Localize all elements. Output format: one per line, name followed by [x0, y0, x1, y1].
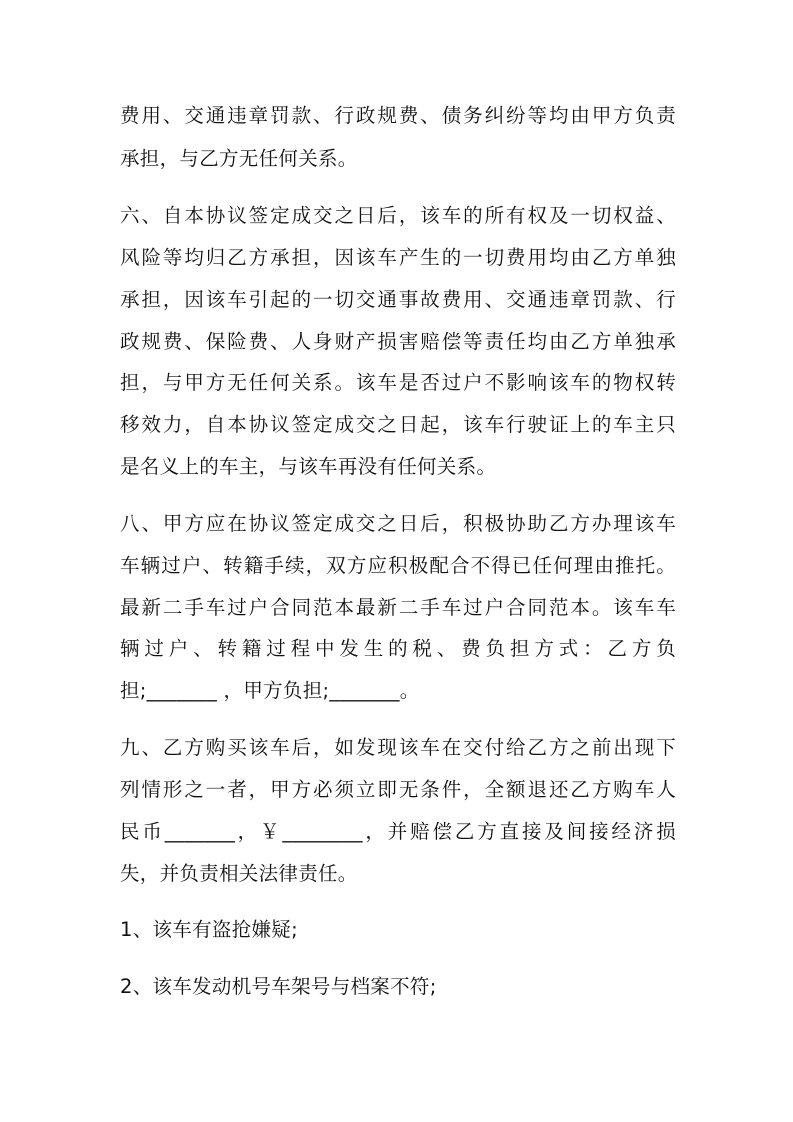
list-item-2: 2、该车发动机号车架号与档案不符; [120, 975, 437, 998]
clause-6-line-7: 是名义上的车主，与该车再没有任何关系。 [120, 455, 497, 478]
clause-8-line-5: 担;_______ ，甲方负担;_______。 [120, 679, 420, 702]
clause-6-line-4: 政规费、保险费、人身财产损害赔偿等责任均由乙方单独承 [120, 330, 676, 353]
clause-6-line-2: 风险等均归乙方承担，因该车产生的一切费用均由乙方单独 [120, 246, 676, 269]
clause-6-line-6: 移效力，自本协议签定成交之日起，该车行驶证上的车主只 [120, 413, 676, 436]
clause-6-line-1: 六、自本协议签定成交之日后，该车的所有权及一切权益、 [120, 204, 676, 227]
clause-8-line-1: 八、甲方应在协议签定成交之日后，积极协助乙方办理该车 [120, 512, 676, 535]
clause-9-line-1: 九、乙方购买该车后，如发现该车在交付给乙方之前出现下 [120, 736, 676, 759]
paragraph-5-line-3: 承担，与乙方无任何关系。 [120, 147, 358, 170]
list-item-1: 1、该车有盗抢嫌疑; [120, 918, 298, 941]
clause-8-line-3: 最新二手车过户合同范本最新二手车过户合同范本。该车车 [120, 596, 676, 619]
clause-6-line-5: 担，与甲方无任何关系。该车是否过户不影响该车的物权转 [120, 371, 676, 394]
clause-6-line-3: 承担，因该车引起的一切交通事故费用、交通违章罚款、行 [120, 288, 676, 311]
clause-9-line-2: 列情形之一者，甲方必须立即无条件，全额退还乙方购车人 [120, 778, 676, 801]
clause-8-line-4: 辆过户、转籍过程中发生的税、费负担方式：乙方负 [120, 637, 676, 660]
clause-8-line-2: 车辆过户、转籍手续，双方应积极配合不得已任何理由推托。 [120, 554, 676, 577]
clause-9-line-4: 失，并负责相关法律责任。 [120, 862, 358, 885]
paragraph-5-line-2: 费用、交通违章罚款、行政规费、债务纠纷等均由甲方负责 [120, 104, 676, 127]
clause-9-line-3: 民币_______，￥________，并赔偿乙方直接及间接经济损 [120, 820, 676, 843]
